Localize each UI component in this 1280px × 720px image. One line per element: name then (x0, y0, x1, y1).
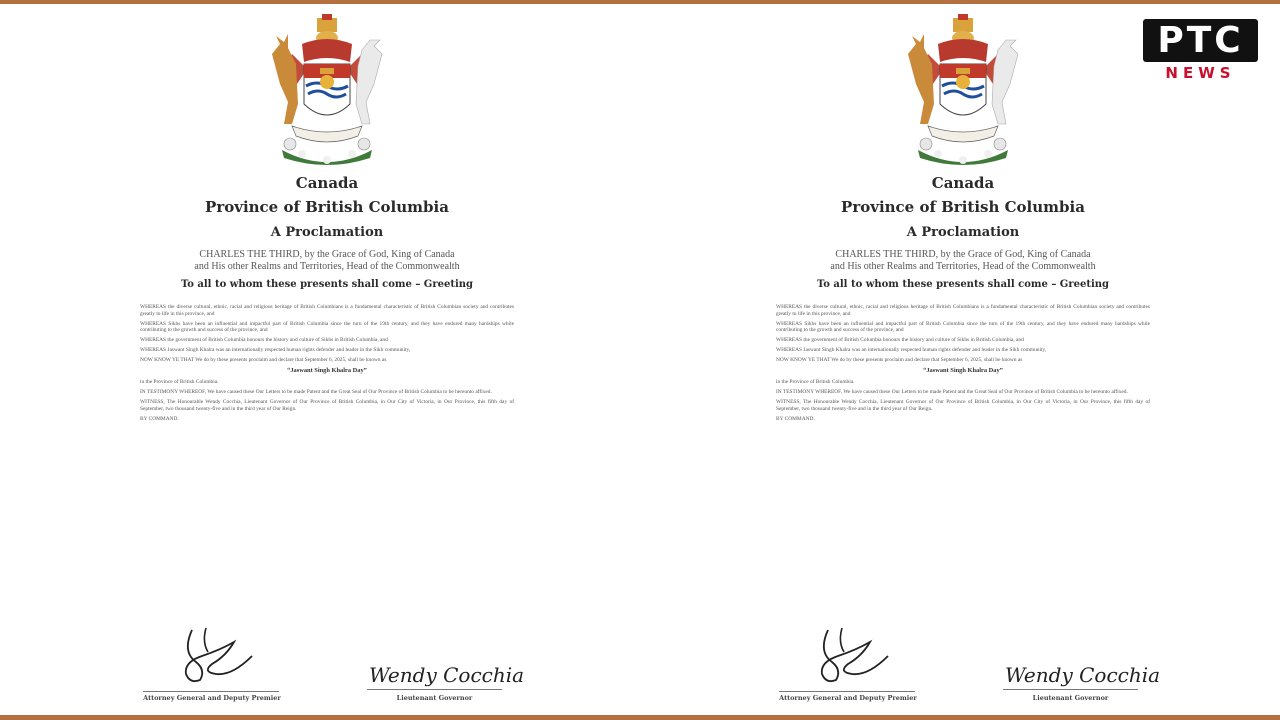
royal-style-text (127, 249, 527, 273)
paragraph: WHEREAS Sikhs have been an influential and impactful part of British Columbia since the turn of the 19th century, and they have endured many hardships while contributing to the growth and success of the province, and (140, 320, 514, 334)
signature-name: Wendy Cocchia (369, 663, 525, 687)
top-frame-border (0, 0, 1280, 4)
paragraph: WITNESS, The Honourable Wendy Cocchia, Lieutenant Governor of Our Province of British Columbia, in Our City of Victoria, in Our Province, this fifth day of September, two thousand twenty-five and in the third year of Our Reign. (776, 399, 1150, 412)
title-country: Canada (295, 174, 359, 192)
signature-caption-attorney-general: Attorney General and Deputy Premier (779, 694, 917, 702)
paragraph: WHEREAS the diverse cultural, ethnic, racial and religious heritage of British Columbians is a fundamental characteristic of British Columbian society and contributes greatly to life in this province, and (140, 304, 514, 317)
royal-line-1: CHARLES THE THIRD, by the Grace of God, King of Canada (835, 249, 1091, 260)
title-country: Canada (931, 174, 995, 192)
signature-caption-lieutenant-governor: Lieutenant Governor (396, 694, 473, 702)
bottom-frame-border (0, 715, 1280, 720)
royal-line-2: and His other Realms and Territories, Head of the Commonwealth (830, 261, 1096, 272)
paragraph: BY COMMAND. (776, 415, 815, 422)
title-proclamation: A Proclamation (906, 225, 1020, 240)
signature-attorney-general (808, 622, 898, 684)
logo-wordmark-ptc: PTC (1143, 19, 1258, 62)
proclamation-document-left (127, 6, 527, 712)
title-proclamation: A Proclamation (270, 225, 384, 240)
coat-of-arms-icon (898, 14, 1028, 169)
royal-style-text (763, 249, 1163, 273)
signature-line (1003, 689, 1138, 690)
paragraph: WHEREAS Jaswant Singh Khalra was an internationally respected human rights defender and leader in the Sikh community, (776, 347, 1047, 354)
paragraph: WHEREAS the diverse cultural, ethnic, racial and religious heritage of British Columbians is a fundamental characteristic of British Columbian society and contributes greatly to life in this province, and (776, 304, 1150, 317)
signature-line (779, 691, 915, 692)
paragraph: NOW KNOW YE THAT We do by these presents proclaim and declare that September 6, 2025, shall be known as (140, 357, 387, 364)
paragraph: IN TESTIMONY WHEREOF, We have caused these Our Letters to be made Patent and the Great Seal of Our Province of British Columbia to be hereunto affixed. (776, 389, 1128, 396)
coat-of-arms-icon (262, 14, 392, 169)
signature-caption-lieutenant-governor: Lieutenant Governor (1032, 694, 1109, 702)
paragraph: in the Province of British Columbia. (776, 379, 855, 386)
title-province: Province of British Columbia (205, 198, 449, 216)
paragraph: WHEREAS Sikhs have been an influential and impactful part of British Columbia since the turn of the 19th century, and they have endured many hardships while contributing to the growth and success of the province, and (776, 320, 1150, 334)
greeting: To all to whom these presents shall come – Greeting (816, 279, 1110, 290)
title-province: Province of British Columbia (841, 198, 1085, 216)
logo-wordmark-news: NEWS (1165, 64, 1236, 82)
paragraph: NOW KNOW YE THAT We do by these presents proclaim and declare that September 6, 2025, shall be known as (776, 357, 1023, 364)
paragraph: WHEREAS Jaswant Singh Khalra was an internationally respected human rights defender and leader in the Sikh community, (140, 347, 411, 354)
signature-attorney-general (172, 622, 262, 684)
royal-line-1: CHARLES THE THIRD, by the Grace of God, King of Canada (199, 249, 455, 260)
paragraph: WITNESS, The Honourable Wendy Cocchia, Lieutenant Governor of Our Province of British Columbia, in Our City of Victoria, in Our Province, this fifth day of September, two thousand twenty-five and in the third year of Our Reign. (140, 399, 514, 412)
paragraph: WHEREAS the government of British Columbia honours the history and culture of Sikhs in British Columbia, and (140, 337, 388, 344)
paragraph: IN TESTIMONY WHEREOF, We have caused these Our Letters to be made Patent and the Great Seal of Our Province of British Columbia to be hereunto affixed. (140, 389, 492, 396)
paragraph: BY COMMAND. (140, 415, 179, 422)
signature-caption-attorney-general: Attorney General and Deputy Premier (143, 694, 281, 702)
royal-line-2: and His other Realms and Territories, Head of the Commonwealth (194, 261, 460, 272)
greeting: To all to whom these presents shall come – Greeting (180, 279, 474, 290)
signature-name: Wendy Cocchia (1005, 663, 1161, 687)
proclamation-document-right (763, 6, 1163, 712)
proclamation-body (776, 304, 1150, 426)
signature-line (367, 689, 502, 690)
proclamation-body (140, 304, 514, 426)
ptc-news-logo (1143, 19, 1258, 85)
proclaimed-day-name: “Jaswant Singh Khalra Day” (923, 366, 1003, 374)
proclaimed-day-name: “Jaswant Singh Khalra Day” (287, 366, 367, 374)
signature-line (143, 691, 279, 692)
paragraph: WHEREAS the government of British Columbia honours the history and culture of Sikhs in British Columbia, and (776, 337, 1024, 344)
paragraph: in the Province of British Columbia. (140, 379, 219, 386)
